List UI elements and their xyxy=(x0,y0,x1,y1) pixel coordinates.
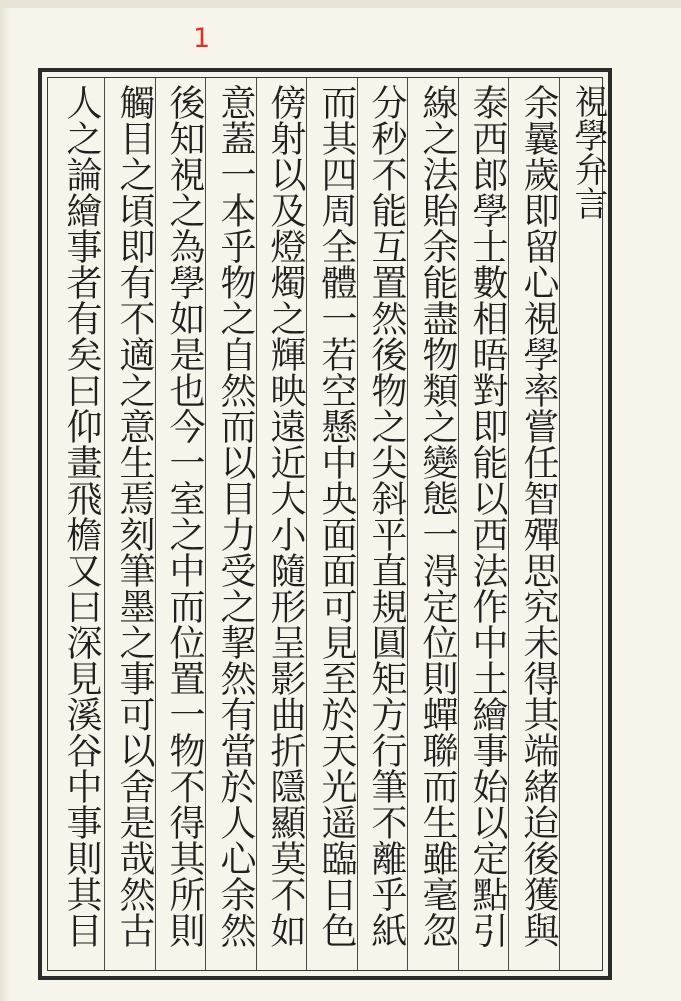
text-column: 人之論繪事者有矣曰仰畫飛檐又曰深見溪谷中事則其目 xyxy=(61,84,102,948)
text-column: 泰西郎學士數相晤對即能以西法作中土繪事始以定點引 xyxy=(467,84,508,948)
page-number: 1 xyxy=(193,23,211,54)
page-left-edge xyxy=(0,0,10,1001)
text-column: 線之法貽余能盡物類之變態一淂定位則蟬聯而生雖毫忽 xyxy=(417,84,458,948)
text-column: 分秒不能互置然後物之尖斜平直規圓矩方行筆不離乎紙 xyxy=(366,84,407,948)
text-column: 後知視之為學如是也今一室之中而位置一物不得其所則 xyxy=(164,84,205,948)
text-column: 觸目之頃即有不適之意生焉刻筆墨之事可以舍是哉然古 xyxy=(114,84,155,948)
text-column: 而其四周全體一若空懸中央面面可見至於天光遥臨日色 xyxy=(316,84,357,948)
text-column: 傍射以及燈燭之輝映遠近大小隨形呈影曲折隱顯莫不如 xyxy=(265,84,306,948)
text-column: 余曩歲即留心視學率嘗任智殫思究未得其端緒迨後獲與 xyxy=(518,84,559,948)
text-column: 意蓋一本乎物之自然而以目力受之挈然有當於人心余然 xyxy=(215,84,256,948)
column-rule xyxy=(104,78,105,970)
text-column-title: 視學弁言 xyxy=(568,84,608,220)
page-top-edge xyxy=(0,0,681,8)
